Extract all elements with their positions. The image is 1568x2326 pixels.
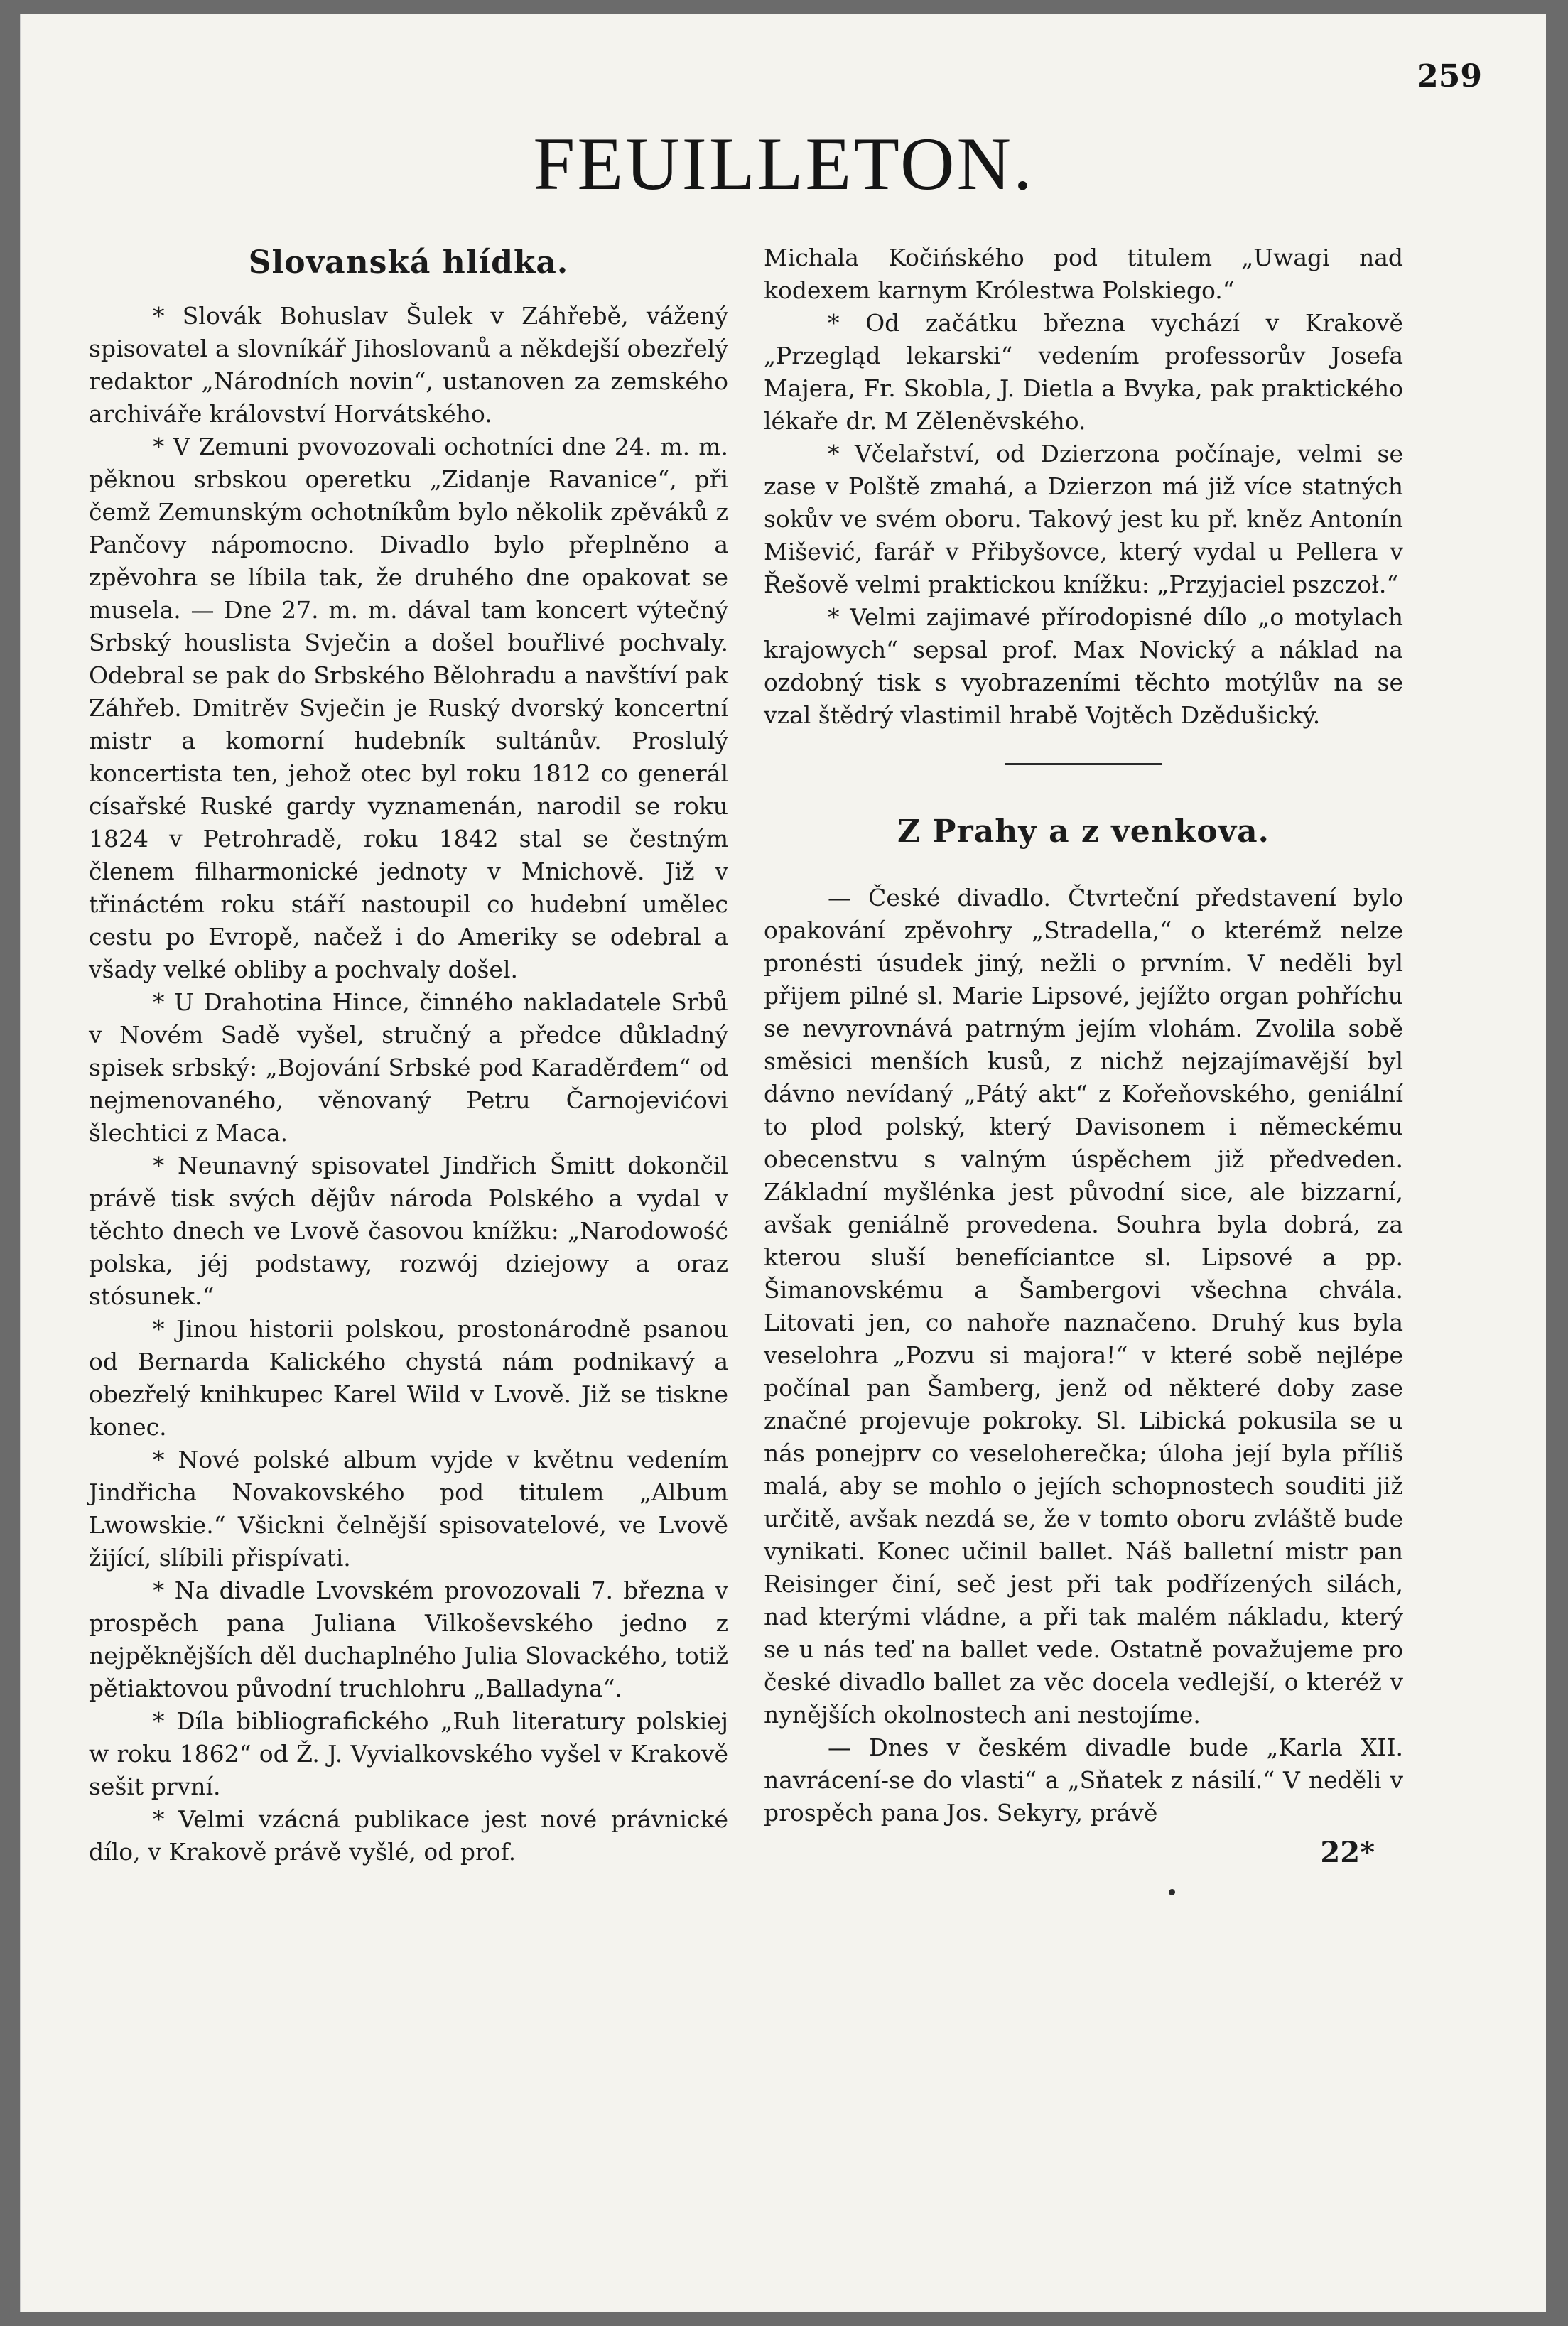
section-title-slovanska-hlidka: Slovanská hlídka. (248, 244, 569, 281)
article-paragraph: * Velmi vzácná publikace jest nové právnické dílo, v Krakově právě vyšlé, od prof. (89, 1805, 728, 1866)
signature-mark: 22* (1320, 1836, 1375, 1869)
article-paragraph: Michala Kočińského pod titulem „Uwagi nad kodexem karnym Królestwa Polskiego.“ (764, 244, 1403, 304)
right-column (764, 242, 1403, 1895)
print-dot (1169, 1889, 1175, 1895)
article-paragraph: * Na divadle Lvovském provozovali 7. března v prospěch pana Juliana Vilkoševského jedno z nejpěknějších děl duchaplného Julia Slovackého, totiž pětiaktovou původní truchlohru „Balladyna“. (89, 1576, 728, 1702)
section-title-z-prahy: Z Prahy a z venkova. (897, 813, 1270, 850)
masthead-title: FEUILLETON. (533, 122, 1034, 205)
article-paragraph: * Včelařství, od Dzierzona počínaje, velmi se zase v Polště zmahá, a Dzierzon má již více statných sokův ve svém oboru. Takový jest ku př. kněz Antonín Mišević, farář v Přibyšovce, který vydal u Pellera v Řešově velmi praktickou knížku: „Przyjaciel pszczoł.“ (764, 440, 1403, 598)
article-paragraph: * V Zemuni pvovozovali ochotníci dne 24. m. m. pěknou srbskou operetku „Zidanje Ravanice“, při čemž Zemunským ochotníkům bylo několik zpěváků z Pančovy nápomocno. Divadlo bylo přeplněno a zpěvohra se líbila tak, že druhého dne opakovat se musela. — Dne 27. m. m. dával tam koncert výtečný Srbský houslista Svječin a došel bouřlivé pochvaly. Odebral se pak do Srbského Bělohradu a navštíví pak Záhřeb. Dmitrěv Svječin je Ruský dvorský koncertní mistr a komorní hudebník sultánův. Proslulý koncertista ten, jehož otec byl roku 1812 co generál císařské Ruské gardy vyznamenán, narodil se roku 1824 v Petrohradě, roku 1842 stal se čestným členem filharmonické jednoty v Mnichově. Již v třináctém roku stáří nastoupil co hudební umělec cestu po Evropě, načež i do Ameriky se odebral a všady velké obliby a pochvaly došel. (89, 433, 728, 983)
page-number: 259 (1417, 58, 1482, 94)
article-paragraph: * Slovák Bohuslav Šulek v Záhřebě, vážený spisovatel a slovníkář Jihoslovanů a někdejší obezřelý redaktor „Národních novin“, ustanoven za zemského archiváře království Horvátského. (89, 302, 728, 428)
article-paragraph: * U Drahotina Hince, činného nakladatele Srbů v Novém Sadě vyšel, stručný a předce důkladný spisek srbský: „Bojování Srbské pod Karaděrđem“ od nejmenovaného, věnovaný Petru Čarnojevićovi šlechtici z Maca. (89, 988, 728, 1147)
article-paragraph: * Díla bibliografického „Ruh literatury polskiej w roku 1862“ od Ž. J. Vyvialkovského vyšel v Krakově sešit první. (89, 1707, 728, 1800)
article-paragraph: * Od začátku března vychází v Krakově „Przegląd lekarski“ vedením professorův Josefa Majera, Fr. Skobla, J. Dietla a Bvyka, pak praktického lékaře dr. M Zěleněvského. (764, 309, 1403, 435)
article-paragraph: * Velmi zajimavé přírodopisné dílo „o motylach krajowych“ sepsal prof. Max Novický a náklad na ozdobný tisk s vyobrazeními těchto motýlův na se vzal štědrý vlastimil hrabě Vojtěch Dzědušický. (764, 603, 1403, 729)
section-divider (1005, 763, 1162, 765)
article-paragraph: — Dnes v českém divadle bude „Karla XII. navrácení-se do vlasti“ a „Sňatek z násilí.“ V neděli v prospěch pana Jos. Sekyry, právě (764, 1733, 1403, 1827)
article-paragraph: * Nové polské album vyjde v květnu vedením Jindřicha Novakovského pod titulem „Album Lwowskie.“ Všickni čelnější spisovatelové, ve Lvově žijící, slíbili přispívati. (89, 1446, 728, 1572)
newspaper-page (20, 14, 1546, 2312)
article-paragraph: * Jinou historii polskou, prostonárodně psanou od Bernarda Kalického chystá nám podnikavý a obezřelý knihkupec Karel Wild v Lvově. Již se tiskne konec. (89, 1315, 728, 1441)
article-paragraph: * Neunavný spisovatel Jindřich Šmitt dokončil právě tisk svých dějův národa Polského a vydal v těchto dnech ve Lvově časovou knížku: „Narodowość polska, jéj podstawy, rozwój dziejowy a oraz stósunek.“ (89, 1152, 728, 1310)
left-column (89, 242, 728, 1868)
article-paragraph: — České divadlo. Čtvrteční představení bylo opakování zpěvohry „Stradella,“ o kterémž nelze pronésti úsudek jiný, nežli o prvním. V neděli byl přijem pilné sl. Marie Lipsové, jejížto organ pohříchu se nevyrovnává patrným jejím vlohám. Zvolila sobě směsici menších kusů, z nichž nejzajímavější byl dávno nevídaný „Pátý akt“ z Kořeňovského, geniální to plod polský, který Davisonem i německému obecenstvu s valným úspěchem již předveden. Základní myšlénka jest původní sice, ale bizzarní, avšak geniálně provedena. Souhra byla dobrá, za kterou sluší benefíciantce sl. Lipsové a pp. Šimanovskému a Šambergovi všechna chvála. Litovati jen, co nahoře naznačeno. Druhý kus byla veselohra „Pozvu si majora!“ v které sobě nejlépe počínal pan Šamberg, jenž od některé doby zase značné projevuje pokroky. Sl. Libická pokusila se u nás ponejprv co veseloherečka; úloha její byla příliš malá, aby se mohlo o jejích schopnostech souditi již určitě, avšak nezdá se, že v tomto oboru zvláště bude vynikati. Konec učinil ballet. Náš balletní mistr pan Reisinger činí, seč jest při tak podřízených silách, nad kterými vládne, a při tak malém nákladu, který se u nás teď na ballet vede. Ostatně považujeme pro české divadlo ballet za věc docela vedlejší, o kteréž v nynějších okolnostech ani nestojíme. (764, 884, 1403, 1729)
